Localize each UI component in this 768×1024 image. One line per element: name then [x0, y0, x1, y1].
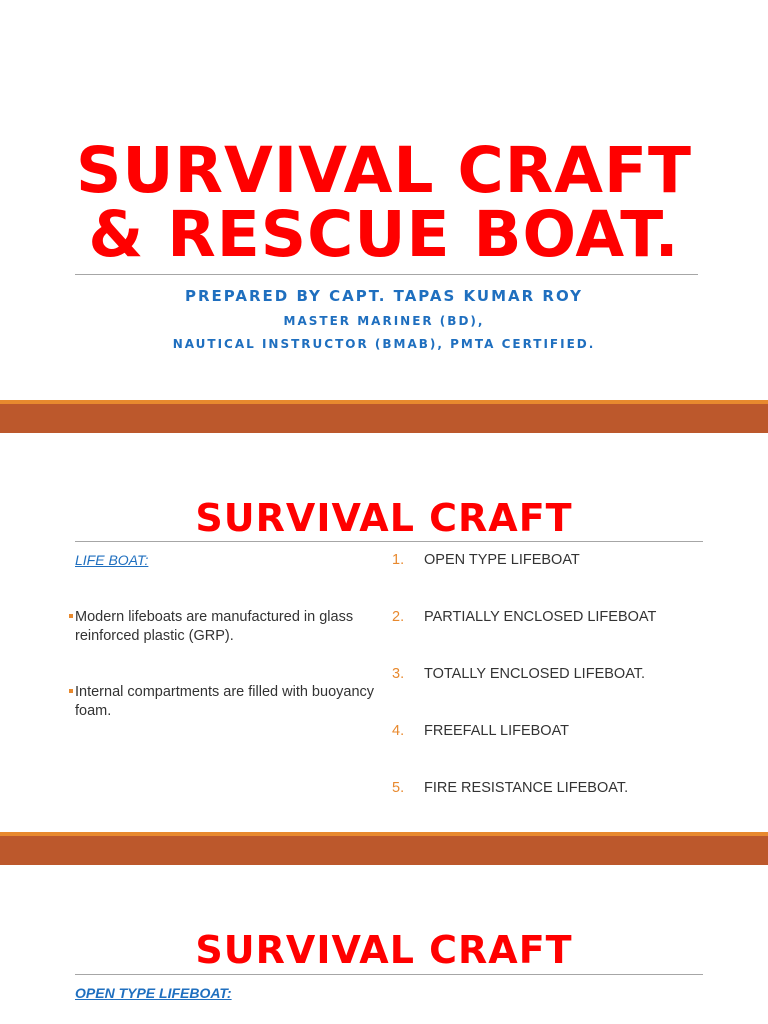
main-title-line2: & RESCUE BOAT. [88, 198, 680, 271]
title-slide [0, 0, 768, 400]
list-text: FREEFALL LIFEBOAT [424, 723, 570, 739]
bullet-item [75, 608, 375, 646]
slide-title: SURVIVAL CRAFT [195, 928, 573, 972]
prepared-by-text: PREPARED BY CAPT. TAPAS KUMAR ROY [184, 287, 584, 305]
list-text: PARTIALLY ENCLOSED LIFEBOAT [424, 609, 657, 625]
list-number: 4. [392, 723, 405, 739]
credential-line2: NAUTICAL INSTRUCTOR (BMAB), PMTA CERTIFIED. [172, 337, 596, 351]
bullet-text: Modern lifeboats are manufactured in glass reinforced plastic (GRP). [75, 609, 354, 644]
slide-separator-band [0, 832, 768, 865]
main-title-line1: SURVIVAL CRAFT [75, 134, 693, 207]
list-text: FIRE RESISTANCE LIFEBOAT. [424, 780, 629, 796]
slide-title-divider [75, 974, 703, 975]
bullet-text: Internal compartments are filled with buoyancy foam. [75, 684, 375, 719]
open-type-lifeboat-heading[interactable]: OPEN TYPE LIFEBOAT: [75, 985, 232, 1001]
title-divider [75, 274, 698, 275]
bullet-item [75, 683, 375, 721]
slide-title-divider [75, 541, 703, 542]
bullet-marker [69, 614, 73, 618]
bullet-marker [69, 689, 73, 693]
list-number: 1. [392, 552, 405, 568]
slide-title: SURVIVAL CRAFT [195, 496, 573, 540]
list-number: 5. [392, 780, 405, 796]
list-number: 2. [392, 609, 405, 625]
list-number: 3. [392, 666, 405, 682]
survival-craft-slide [0, 433, 768, 832]
slide-separator-band [0, 400, 768, 433]
life-boat-heading[interactable]: LIFE BOAT: [75, 552, 149, 568]
credential-line1: MASTER MARINER (BD), [283, 314, 485, 328]
survival-craft-slide-2 [0, 865, 768, 1024]
list-text: OPEN TYPE LIFEBOAT [424, 552, 580, 568]
list-text: TOTALLY ENCLOSED LIFEBOAT. [424, 666, 646, 682]
